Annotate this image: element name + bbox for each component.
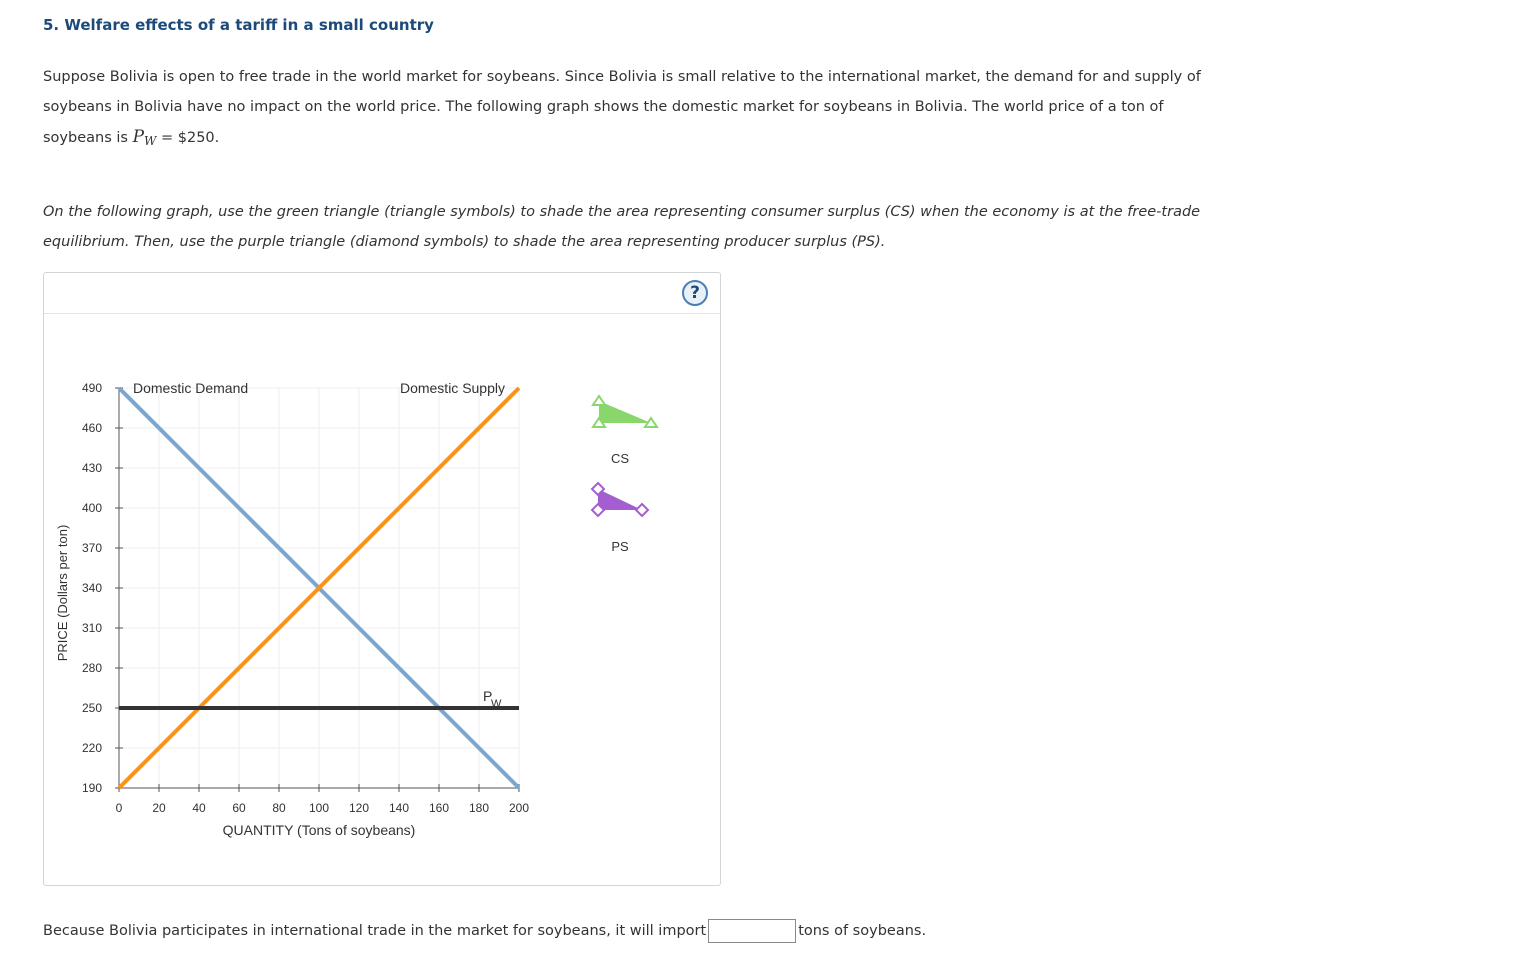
intro-paragraph xyxy=(43,62,1203,153)
ps-label: PS xyxy=(611,539,629,554)
world-price-label-subscript: W xyxy=(491,698,502,710)
y-tick-label: 280 xyxy=(81,661,102,675)
y-tick-label: 310 xyxy=(81,621,102,635)
x-tick-label: 0 xyxy=(115,801,123,815)
y-tick-label: 190 xyxy=(81,781,102,795)
graph-panel xyxy=(43,272,721,886)
x-axis-title: QUANTITY (Tons of soybeans) xyxy=(222,822,416,838)
supply-curve-label: Domestic Supply xyxy=(399,380,505,396)
y-tick-label: 400 xyxy=(81,501,102,515)
import-quantity-input[interactable] xyxy=(708,919,796,943)
ps-triangle-tool xyxy=(598,489,642,510)
cs-label: CS xyxy=(610,451,630,466)
y-tick-label: 340 xyxy=(81,581,102,595)
ps-diamond-marker xyxy=(636,504,648,516)
x-tick-label: 200 xyxy=(508,801,530,815)
world-price-value: = $250. xyxy=(160,130,220,146)
y-tick-label: 430 xyxy=(81,461,102,475)
x-tick-label: 60 xyxy=(232,801,246,815)
cs-triangle-tool xyxy=(599,401,651,423)
import-suffix: tons of soybeans. xyxy=(798,923,927,939)
y-tick-label: 490 xyxy=(81,381,102,395)
x-tick-label: 100 xyxy=(308,801,330,815)
x-tick-label: 180 xyxy=(468,801,490,815)
cs-triangle-marker xyxy=(593,396,605,405)
import-prefix: Because Bolivia participates in international trade in the market for soybeans, it will import xyxy=(43,923,707,939)
y-axis-title: PRICE (Dollars per ton) xyxy=(55,524,70,662)
x-tick-label: 80 xyxy=(272,801,286,815)
world-price-label: P xyxy=(483,688,493,704)
question-title: 5. Welfare effects of a tariff in a small country xyxy=(43,16,434,34)
y-tick-label: 220 xyxy=(81,741,102,755)
help-button[interactable]: ? xyxy=(682,280,708,306)
instruction-paragraph: On the following graph, use the green triangle (triangle symbols) to shade the area representing consumer surplus (CS) when the economy is at the free-trade equilibrium. Then, use the purple triangle (diamond symbols) to shade the area representing producer surplus (PS). xyxy=(43,204,1201,250)
world-price-symbol: P xyxy=(132,127,145,147)
x-tick-label: 40 xyxy=(192,801,206,815)
supply-demand-chart[interactable] xyxy=(44,273,720,885)
x-tick-label: 160 xyxy=(428,801,450,815)
demand-curve-label: Domestic Demand xyxy=(133,380,249,396)
import-question xyxy=(43,918,926,944)
intro-text: Suppose Bolivia is open to free trade in the world market for soybeans. Since Bolivia is small relative to the international market, the demand for and supply of soybeans in Bolivia have no impact on the world price. The following graph shows the domestic market for soybeans in Bolivia. The world price of a ton of soybeans is xyxy=(43,69,1201,146)
y-tick-label: 370 xyxy=(81,541,102,555)
x-tick-label: 120 xyxy=(348,801,370,815)
world-price-subscript: W xyxy=(144,134,157,148)
x-tick-label: 140 xyxy=(388,801,410,815)
y-tick-label: 460 xyxy=(81,421,102,435)
x-tick-label: 20 xyxy=(152,801,166,815)
y-tick-label: 250 xyxy=(81,701,102,715)
cs-triangle-marker xyxy=(645,418,657,427)
